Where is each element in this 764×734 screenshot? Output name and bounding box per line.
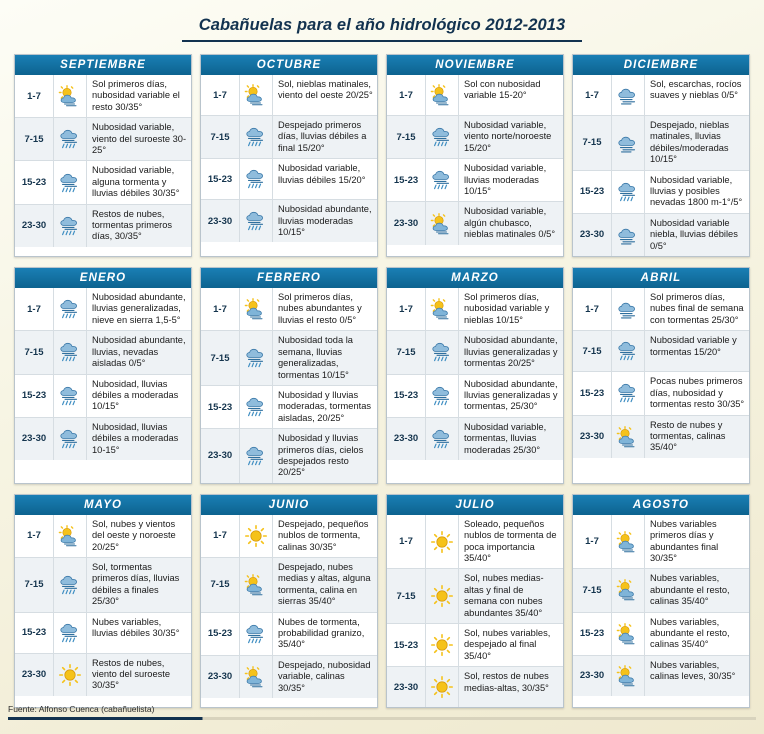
rain-icon (54, 375, 87, 417)
day-range: 1-7 (201, 75, 240, 115)
month-rows (387, 75, 563, 245)
month-title: AGOSTO (573, 495, 749, 515)
forecast-text: Despejado, nubes medias y altas, alguna tormenta, calina en sierras 35/40° (278, 561, 371, 607)
day-range: 1-7 (387, 515, 426, 569)
forecast-text: Nubosidad abundante, lluvias moderadas 10/15° (278, 204, 372, 238)
month-card-junio (200, 494, 378, 708)
forecast-text: Restos de nubes, tormentas primeros días, 30/35° (92, 208, 173, 242)
day-range: 23-30 (573, 656, 612, 696)
sun-cloud-icon (426, 202, 459, 244)
forecast-text: Nubosidad abundante, lluvias generalizadas, nieve en sierra 1,5-5° (92, 292, 186, 325)
forecast-row (201, 515, 377, 557)
forecast-text: Sol primeros días, nubes final de semana con tormentas 25/30° (650, 292, 744, 325)
rain-icon (612, 372, 645, 414)
day-range: 23-30 (15, 654, 54, 696)
rain-icon (54, 288, 87, 330)
forecast-text: Sol primeros días, nubes abundantes y lluvias el resto 0/5° (278, 292, 362, 325)
month-title: JULIO (387, 495, 563, 515)
forecast-row (573, 115, 749, 170)
day-range: 15-23 (201, 613, 240, 655)
day-range: 23-30 (15, 205, 54, 247)
rain-icon (54, 118, 87, 160)
day-range: 1-7 (573, 75, 612, 115)
month-title: JUNIO (201, 495, 377, 515)
forecast-row (15, 612, 191, 653)
day-range: 1-7 (201, 288, 240, 330)
day-range: 1-7 (15, 75, 54, 117)
month-rows (15, 288, 191, 460)
day-range: 7-15 (201, 331, 240, 385)
forecast-row (573, 330, 749, 371)
forecast-text: Nubosidad y lluvias moderadas, tormentas aisladas, 20/25° (278, 389, 372, 423)
forecast-text: Nubosidad variable, lluvias moderadas 10/15° (464, 163, 547, 197)
sun-icon (426, 515, 459, 569)
sun-cloud-icon (612, 656, 645, 696)
forecast-text: Nubosidad variable, viento del suroeste 30-25° (92, 122, 187, 156)
forecast-text: Nubes variables, calinas leves, 30/35° (650, 659, 736, 682)
rain-icon (240, 159, 273, 199)
forecast-row (573, 655, 749, 696)
forecast-row (201, 612, 377, 655)
forecast-row (201, 428, 377, 483)
day-range: 1-7 (387, 288, 426, 330)
month-rows (201, 288, 377, 483)
forecast-row (15, 417, 191, 460)
month-rows (201, 75, 377, 242)
sun-icon (240, 515, 273, 557)
forecast-row (573, 568, 749, 611)
forecast-row (387, 374, 563, 417)
forecast-text: Despejado primeros días, lluvias débiles a final 15/20° (278, 120, 367, 153)
page-title: Cabañuelas para el año hidrológico 2012-2013 (198, 16, 566, 34)
forecast-row (15, 160, 191, 203)
day-range: 7-15 (201, 116, 240, 158)
day-range: 7-15 (15, 118, 54, 160)
sun-cloud-icon (54, 75, 87, 117)
forecast-row (387, 515, 563, 569)
forecast-text: Nubosidad variable niebla, lluvias débiles 0/5° (650, 217, 738, 251)
rain-icon (426, 116, 459, 158)
month-rows (201, 515, 377, 698)
day-range: 23-30 (201, 429, 240, 483)
forecast-row (15, 75, 191, 117)
day-range: 15-23 (15, 375, 54, 417)
day-range: 1-7 (201, 515, 240, 557)
month-rows (573, 75, 749, 256)
month-card-agosto (572, 494, 750, 708)
month-card-julio (386, 494, 564, 708)
forecast-row (201, 288, 377, 330)
forecast-row (15, 515, 191, 557)
sun-icon (426, 667, 459, 707)
forecast-row (201, 557, 377, 612)
month-card-febrero (200, 267, 378, 484)
forecast-text: Nubes variables primeros días y abundantes final 30/35° (650, 518, 719, 563)
month-rows (387, 515, 563, 707)
forecast-row (387, 201, 563, 244)
rain-icon (240, 116, 273, 158)
forecast-row (573, 170, 749, 213)
forecast-text: Sol primeros días, nubosidad variable y nieblas 10/15° (464, 292, 550, 325)
sun-cloud-icon (240, 656, 273, 698)
rain-icon (240, 331, 273, 385)
day-range: 1-7 (573, 515, 612, 569)
forecast-text: Nubosidad variable, algún chubasco, nieblas matinales 0/5° (464, 206, 556, 240)
rain-icon (612, 331, 645, 371)
day-range: 1-7 (387, 75, 426, 115)
rain-icon (240, 613, 273, 655)
rain-icon (240, 200, 273, 242)
day-range: 15-23 (573, 613, 612, 655)
forecast-text: Nubosidad variable, lluvias débiles 15/20° (278, 163, 366, 185)
forecast-text: Despejado, nieblas matinales, lluvias débiles/moderadas 10/15° (650, 120, 730, 165)
forecast-text: Sol, nubes y vientos del oeste y noroeste 20/25° (92, 518, 176, 552)
forecast-row (387, 158, 563, 201)
rain-icon (426, 159, 459, 201)
forecast-row (387, 417, 563, 460)
day-range: 7-15 (573, 569, 612, 611)
day-range: 23-30 (201, 656, 240, 698)
forecast-text: Nubes variables, abundante el resto, calinas 35/40° (650, 616, 730, 650)
day-range: 15-23 (15, 161, 54, 203)
forecast-row (573, 213, 749, 256)
forecast-text: Despejado, nubosidad variable, calinas 30/35° (278, 659, 371, 693)
forecast-text: Nubosidad variable y tormentas 15/20° (650, 335, 737, 357)
day-range: 1-7 (573, 288, 612, 330)
footer (8, 704, 756, 720)
forecast-row (387, 330, 563, 373)
day-range: 15-23 (573, 372, 612, 414)
months-grid (14, 54, 750, 708)
rain-icon (54, 558, 87, 612)
day-range: 23-30 (387, 667, 426, 707)
month-title: DICIEMBRE (573, 55, 749, 75)
rain-icon (240, 429, 273, 483)
forecast-text: Sol, nubes variables, despejado al final 35/40° (464, 628, 551, 661)
rain-icon (426, 375, 459, 417)
forecast-row (387, 75, 563, 115)
forecast-row (15, 204, 191, 247)
forecast-text: Sol, escarchas, rocíos suaves y nieblas 0/5° (650, 79, 742, 101)
day-range: 15-23 (201, 159, 240, 199)
forecast-row (201, 655, 377, 698)
sun-cloud-icon (612, 569, 645, 611)
day-range: 15-23 (573, 171, 612, 213)
forecast-row (15, 330, 191, 373)
forecast-row (201, 115, 377, 158)
month-card-noviembre (386, 54, 564, 257)
forecast-row (15, 374, 191, 417)
sun-cloud-icon (240, 75, 273, 115)
month-title: MARZO (387, 268, 563, 288)
day-range: 7-15 (387, 331, 426, 373)
day-range: 23-30 (387, 202, 426, 244)
month-rows (573, 288, 749, 458)
sun-cloud-icon (240, 558, 273, 612)
forecast-text: Sol con nubosidad variable 15-20° (464, 79, 541, 101)
month-title: FEBRERO (201, 268, 377, 288)
rain-icon (426, 418, 459, 460)
forecast-row (201, 75, 377, 115)
forecast-text: Nubosidad toda la semana, lluvias generalizadas, tormentas 10/15° (278, 335, 353, 380)
forecast-text: Despejado, pequeños nublos de tormenta, calinas 30/35° (278, 518, 369, 552)
rain-icon (54, 418, 87, 460)
month-card-octubre (200, 54, 378, 257)
sun-cloud-icon (426, 75, 459, 115)
day-range: 7-15 (573, 116, 612, 170)
day-range: 23-30 (573, 416, 612, 458)
day-range: 7-15 (15, 331, 54, 373)
forecast-text: Nubosidad y lluvias primeros días, cielos despejados resto 20/25° (278, 433, 364, 478)
forecast-row (573, 288, 749, 330)
rain-icon (612, 171, 645, 213)
month-rows (15, 515, 191, 696)
month-rows (573, 515, 749, 696)
day-range: 1-7 (15, 288, 54, 330)
month-rows (15, 75, 191, 247)
forecast-text: Pocas nubes primeros días, nubosidad y tormentas resto 30/35° (650, 376, 745, 410)
month-title: MAYO (15, 495, 191, 515)
footer-rule (8, 717, 756, 720)
month-title: OCTUBRE (201, 55, 377, 75)
month-title: ABRIL (573, 268, 749, 288)
rain-icon (54, 613, 87, 653)
cloud-icon (612, 288, 645, 330)
forecast-text: Sol, tormentas primeros días, lluvias débiles a finales 25/30° (92, 561, 180, 607)
rain-icon (54, 331, 87, 373)
rain-icon (240, 386, 273, 428)
rain-icon (54, 205, 87, 247)
month-card-septiembre (14, 54, 192, 257)
forecast-text: Sol, nubes medias-altas y final de semana con nubes abundantes 35/40° (464, 573, 544, 618)
sun-icon (426, 624, 459, 666)
forecast-text: Nubosidad variable, lluvias y posibles nevadas 1800 m-1°/5° (650, 174, 743, 208)
sun-icon (426, 569, 459, 623)
forecast-row (387, 568, 563, 623)
forecast-row (387, 288, 563, 330)
rain-icon (426, 331, 459, 373)
day-range: 15-23 (15, 613, 54, 653)
forecast-text: Nubosidad variable, viento norte/noroeste 15/20° (464, 120, 552, 153)
forecast-row (15, 653, 191, 696)
forecast-text: Sol, nieblas matinales, viento del oeste 20/25° (278, 79, 373, 101)
rain-icon (54, 161, 87, 203)
forecast-text: Nubes variables, lluvias débiles 30/35° (92, 616, 180, 638)
forecast-row (573, 515, 749, 569)
forecast-text: Nubosidad variable, tormentas, lluvias moderadas 25/30° (464, 421, 547, 455)
day-range: 23-30 (387, 418, 426, 460)
forecast-text: Nubosidad, lluvias débiles a moderadas 10/15° (92, 378, 179, 412)
forecast-text: Resto de nubes y tormentas, calinas 35/40° (650, 419, 726, 453)
forecast-row (201, 385, 377, 428)
forecast-row (573, 371, 749, 414)
forecast-row (15, 117, 191, 160)
day-range: 15-23 (387, 624, 426, 666)
forecast-row (573, 415, 749, 458)
cloud-icon (612, 214, 645, 256)
sun-cloud-icon (240, 288, 273, 330)
day-range: 7-15 (387, 569, 426, 623)
day-range: 7-15 (573, 331, 612, 371)
sun-cloud-icon (54, 515, 87, 557)
month-card-diciembre (572, 54, 750, 257)
day-range: 15-23 (201, 386, 240, 428)
forecast-text: Nubes de tormenta, probabilidad granizo, 35/40° (278, 616, 365, 650)
forecast-row (201, 158, 377, 199)
forecast-row (201, 330, 377, 385)
forecast-text: Nubosidad, lluvias débiles a moderadas 10-15° (92, 421, 179, 455)
month-title: SEPTIEMBRE (15, 55, 191, 75)
month-rows (387, 288, 563, 460)
day-range: 23-30 (573, 214, 612, 256)
forecast-row (15, 557, 191, 612)
sun-icon (54, 654, 87, 696)
cloud-icon (612, 116, 645, 170)
sun-cloud-icon (612, 515, 645, 569)
month-card-mayo (14, 494, 192, 708)
forecast-row (387, 666, 563, 707)
month-title: NOVIEMBRE (387, 55, 563, 75)
month-card-enero (14, 267, 192, 484)
forecast-text: Soleado, pequeños nublos de tormenta de poca importancia 35/40° (464, 518, 557, 563)
day-range: 23-30 (15, 418, 54, 460)
forecast-text: Nubes variables, abundante el resto, calinas 35/40° (650, 573, 730, 607)
forecast-text: Sol primeros días, nubosidad variable el resto 30/35° (92, 79, 180, 112)
forecast-row (573, 75, 749, 115)
forecast-row (201, 199, 377, 242)
day-range: 1-7 (15, 515, 54, 557)
sun-cloud-icon (426, 288, 459, 330)
day-range: 7-15 (201, 558, 240, 612)
forecast-row (387, 623, 563, 666)
day-range: 23-30 (201, 200, 240, 242)
forecast-text: Sol, restos de nubes medias-altas, 30/35° (464, 671, 549, 693)
forecast-text: Nubosidad variable, alguna tormenta y lluvias débiles 30/35° (92, 165, 180, 199)
forecast-text: Nubosidad abundante, lluvias, nevadas aisladas 0/5° (92, 335, 186, 369)
forecast-text: Nubosidad abundante, lluvias generalizadas y tormentas, 25/30° (464, 378, 558, 412)
forecast-text: Nubosidad abundante, lluvias generalizadas y tormentas 20/25° (464, 335, 558, 369)
month-card-marzo (386, 267, 564, 484)
sun-cloud-icon (612, 613, 645, 655)
sun-cloud-icon (612, 416, 645, 458)
forecast-text: Restos de nubes, viento del suroeste 30/35° (92, 657, 171, 691)
month-title: ENERO (15, 268, 191, 288)
day-range: 7-15 (387, 116, 426, 158)
source-credit: Fuente: Alfonso Cuenca (cabañuelista) (8, 704, 155, 714)
day-range: 15-23 (387, 375, 426, 417)
cloud-icon (612, 75, 645, 115)
title-underline (182, 40, 582, 42)
forecast-row (573, 612, 749, 655)
forecast-row (15, 288, 191, 330)
month-card-abril (572, 267, 750, 484)
day-range: 7-15 (15, 558, 54, 612)
day-range: 15-23 (387, 159, 426, 201)
forecast-row (387, 115, 563, 158)
